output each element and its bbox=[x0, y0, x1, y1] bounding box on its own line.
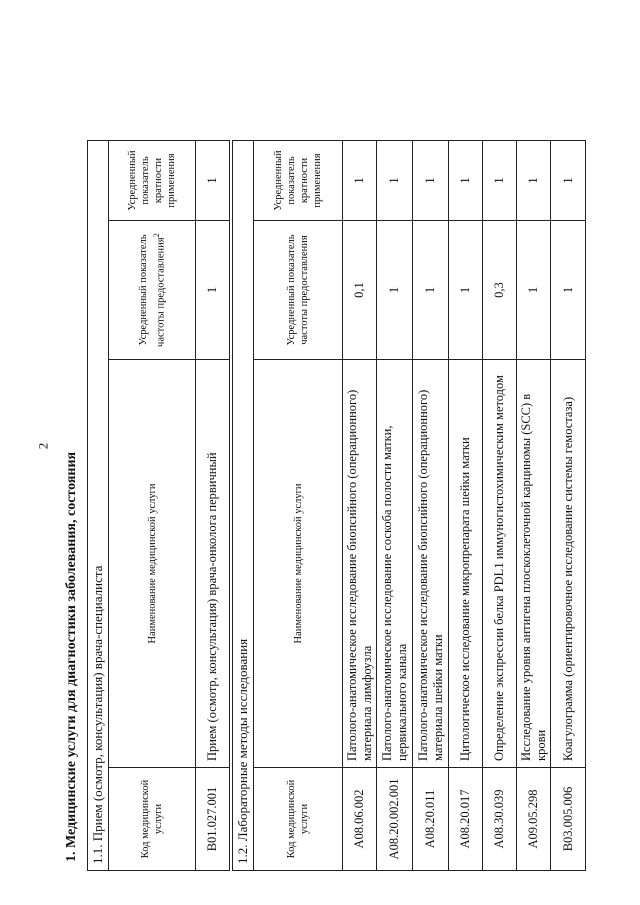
service-code: B03.005.006 bbox=[551, 768, 586, 871]
multiplicity-value: 1 bbox=[517, 141, 551, 221]
service-code: A08.20.011 bbox=[413, 768, 449, 871]
header-frequency: Усредненный показатель частоты предоставления bbox=[254, 221, 343, 360]
table-row bbox=[551, 141, 586, 871]
header-name: Наименование медицинской услуги bbox=[109, 360, 196, 768]
table-caption: 1.1. Прием (осмотр, консультация) врача-специалиста bbox=[88, 141, 109, 871]
frequency-value: 1 bbox=[196, 221, 230, 360]
footnote-mark: 2 bbox=[150, 233, 161, 238]
frequency-value: 0,1 bbox=[343, 221, 377, 360]
table-row bbox=[517, 141, 551, 871]
frequency-value: 1 bbox=[449, 221, 483, 360]
table-row bbox=[413, 141, 449, 871]
table-row bbox=[377, 141, 413, 871]
multiplicity-value: 1 bbox=[413, 141, 449, 221]
table-caption: 1.2. Лабораторные методы исследования bbox=[233, 141, 254, 871]
header-name: Наименование медицинской услуги bbox=[254, 360, 343, 768]
frequency-value: 1 bbox=[517, 221, 551, 360]
service-name: Коагулограмма (ориентировочное исследование системы гемостаза) bbox=[551, 360, 586, 768]
service-code: A08.30.039 bbox=[483, 768, 517, 871]
service-name: Патолого-анатомическое исследование соскоба полости матки, цервикального канала bbox=[377, 360, 413, 768]
multiplicity-value: 1 bbox=[377, 141, 413, 221]
multiplicity-value: 1 bbox=[551, 141, 586, 221]
section-heading: 1. Медицинские услуги для диагностики заболевания, состояния bbox=[64, 451, 79, 862]
page-number: 2 bbox=[35, 442, 51, 450]
header-multiplicity: Усредненный показатель кратности применения bbox=[254, 141, 343, 221]
multiplicity-value: 1 bbox=[483, 141, 517, 221]
service-code: B01.027.001 bbox=[196, 768, 230, 871]
frequency-value: 1 bbox=[377, 221, 413, 360]
service-code: A08.20.002.001 bbox=[377, 768, 413, 871]
table-consultation bbox=[87, 140, 230, 871]
multiplicity-value: 1 bbox=[196, 141, 230, 221]
frequency-value: 1 bbox=[413, 221, 449, 360]
service-code: A08.06.002 bbox=[343, 768, 377, 871]
service-name: Прием (осмотр, консультация) врача-онколога первичный bbox=[196, 360, 230, 768]
frequency-value: 1 bbox=[551, 221, 586, 360]
table-row bbox=[196, 141, 230, 871]
service-code: A09.05.298 bbox=[517, 768, 551, 871]
service-name: Патолого-анатомическое исследование биопсийного (операционного) материала лимфоузла bbox=[343, 360, 377, 768]
header-code: Код медицинской услуги bbox=[254, 768, 343, 871]
service-name: Исследование уровня антигена плоскоклеточной карциномы (SCC) в крови bbox=[517, 360, 551, 768]
service-code: A08.20.017 bbox=[449, 768, 483, 871]
header-frequency: Усредненный показатель частоты предоставления$^2$ bbox=[109, 221, 196, 360]
service-name: Определение экспрессии белка PDL1 иммуногистохимическим методом bbox=[483, 360, 517, 768]
header-multiplicity: Усредненный показатель кратности применения bbox=[109, 141, 196, 221]
service-name: Патолого-анатомическое исследование биопсийного (операционного) материала шейки матки bbox=[413, 360, 449, 768]
table-row bbox=[449, 141, 483, 871]
table-row bbox=[343, 141, 377, 871]
multiplicity-value: 1 bbox=[449, 141, 483, 221]
frequency-value: 0,3 bbox=[483, 221, 517, 360]
service-name: Цитологическое исследование микропрепарата шейки матки bbox=[449, 360, 483, 768]
table-row bbox=[483, 141, 517, 871]
table-lab-methods bbox=[232, 140, 586, 871]
header-code: Код медицинской услуги bbox=[109, 768, 196, 871]
multiplicity-value: 1 bbox=[343, 141, 377, 221]
